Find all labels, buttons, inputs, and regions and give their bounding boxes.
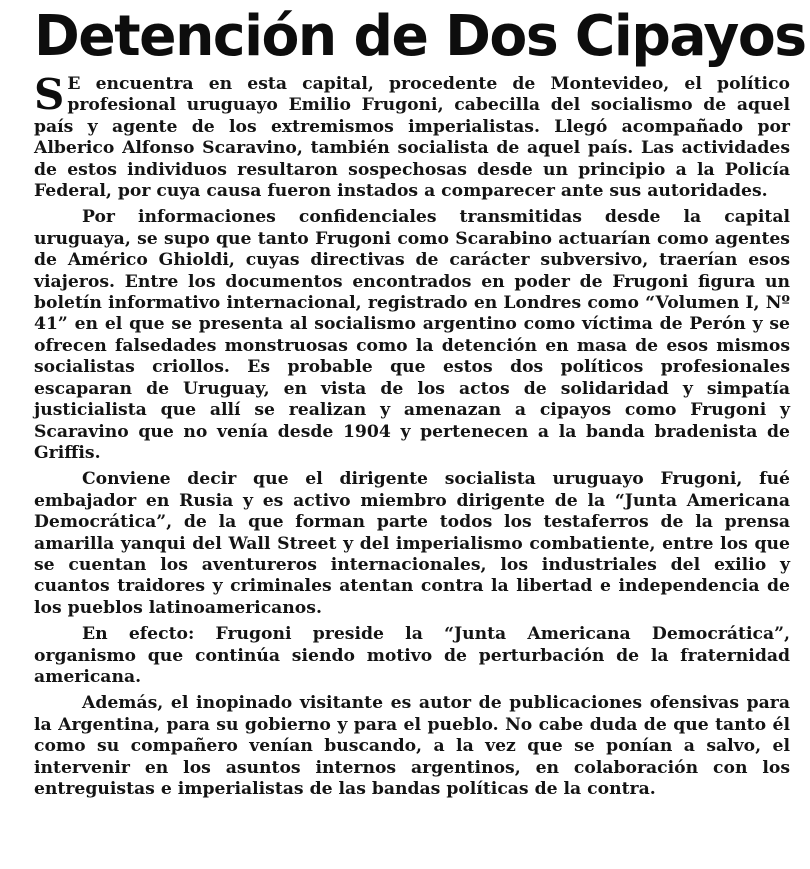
article-paragraph-5: Además, el inopinado visitante es autor de publicaciones ofensivas para la Argentina, para su gobierno y para el pueblo. No cabe duda de que tanto él como su compañero venían buscando, a la vez que se ponían a salvo, el intervenir en los asuntos internos argentinos, en colaboración con los entreguistas e imperialistas de las bandas políticas de la contra. [34, 693, 790, 799]
article-body [34, 70, 790, 800]
article-paragraph-2: Por informaciones confidenciales transmitidas desde la capital uruguaya, se supo que tanto Frugoni como Scarabino actuarían como agentes de Américo Ghioldi, cuyas directivas de carácter subversivo, traerían esos viajeros. Entre los documentos encontrados en poder de Frugoni figura un boletín informativo internacional, registrado en Londres como “Volumen I, Nº 41” en el que se presenta al socialismo argentino como víctima de Perón y se ofrecen falsedades monstruosas como la detención en masa de esos mismos socialistas criollos. Es probable que estos dos políticos profesionales escaparan de Uruguay, en vista de los actos de solidaridad y simpatía justicialista que allí se realizan y amenazan a cipayos como Frugoni y Scaravino que no venía desde 1904 y pertenecen a la banda bradenista de Griffis. [34, 207, 790, 463]
article-paragraph-1 [34, 70, 790, 202]
article-paragraph-3: Conviene decir que el dirigente socialista uruguayo Frugoni, fué embajador en Rusia y es activo miembro dirigente de la “Junta Americana Democrática”, de la que forman parte todos los testaferros de la prensa amarilla yanqui del Wall Street y del imperialismo combatiente, entre los que se cuentan los aventureros internacionales, los industriales del exilio y cuantos traidores y criminales atentan contra la libertad e independencia de los pueblos latinoamericanos. [34, 469, 790, 618]
drop-cap: S [34, 70, 65, 119]
article-paragraph-4: En efecto: Frugoni preside la “Junta Americana Democrática”, organismo que continúa siendo motivo de perturbación de la fraternidad americana. [34, 624, 790, 687]
article-headline: Detención de Dos Cipayos [34, 4, 806, 69]
paragraph-1-text: E encuentra en esta capital, procedente de Montevideo, el político profesional uruguayo Emilio Frugoni, cabecilla del socialismo de aquel país y agente de los extremismos imperialistas. Llegó acompañado por Alberico Alfonso Scaravino, también socialista de aquel país. Las actividades de estos individuos resultaron sospechosas desde un principio a la Policía Federal, por cuya causa fueron instados a comparecer ante sus autoridades. [34, 74, 790, 202]
